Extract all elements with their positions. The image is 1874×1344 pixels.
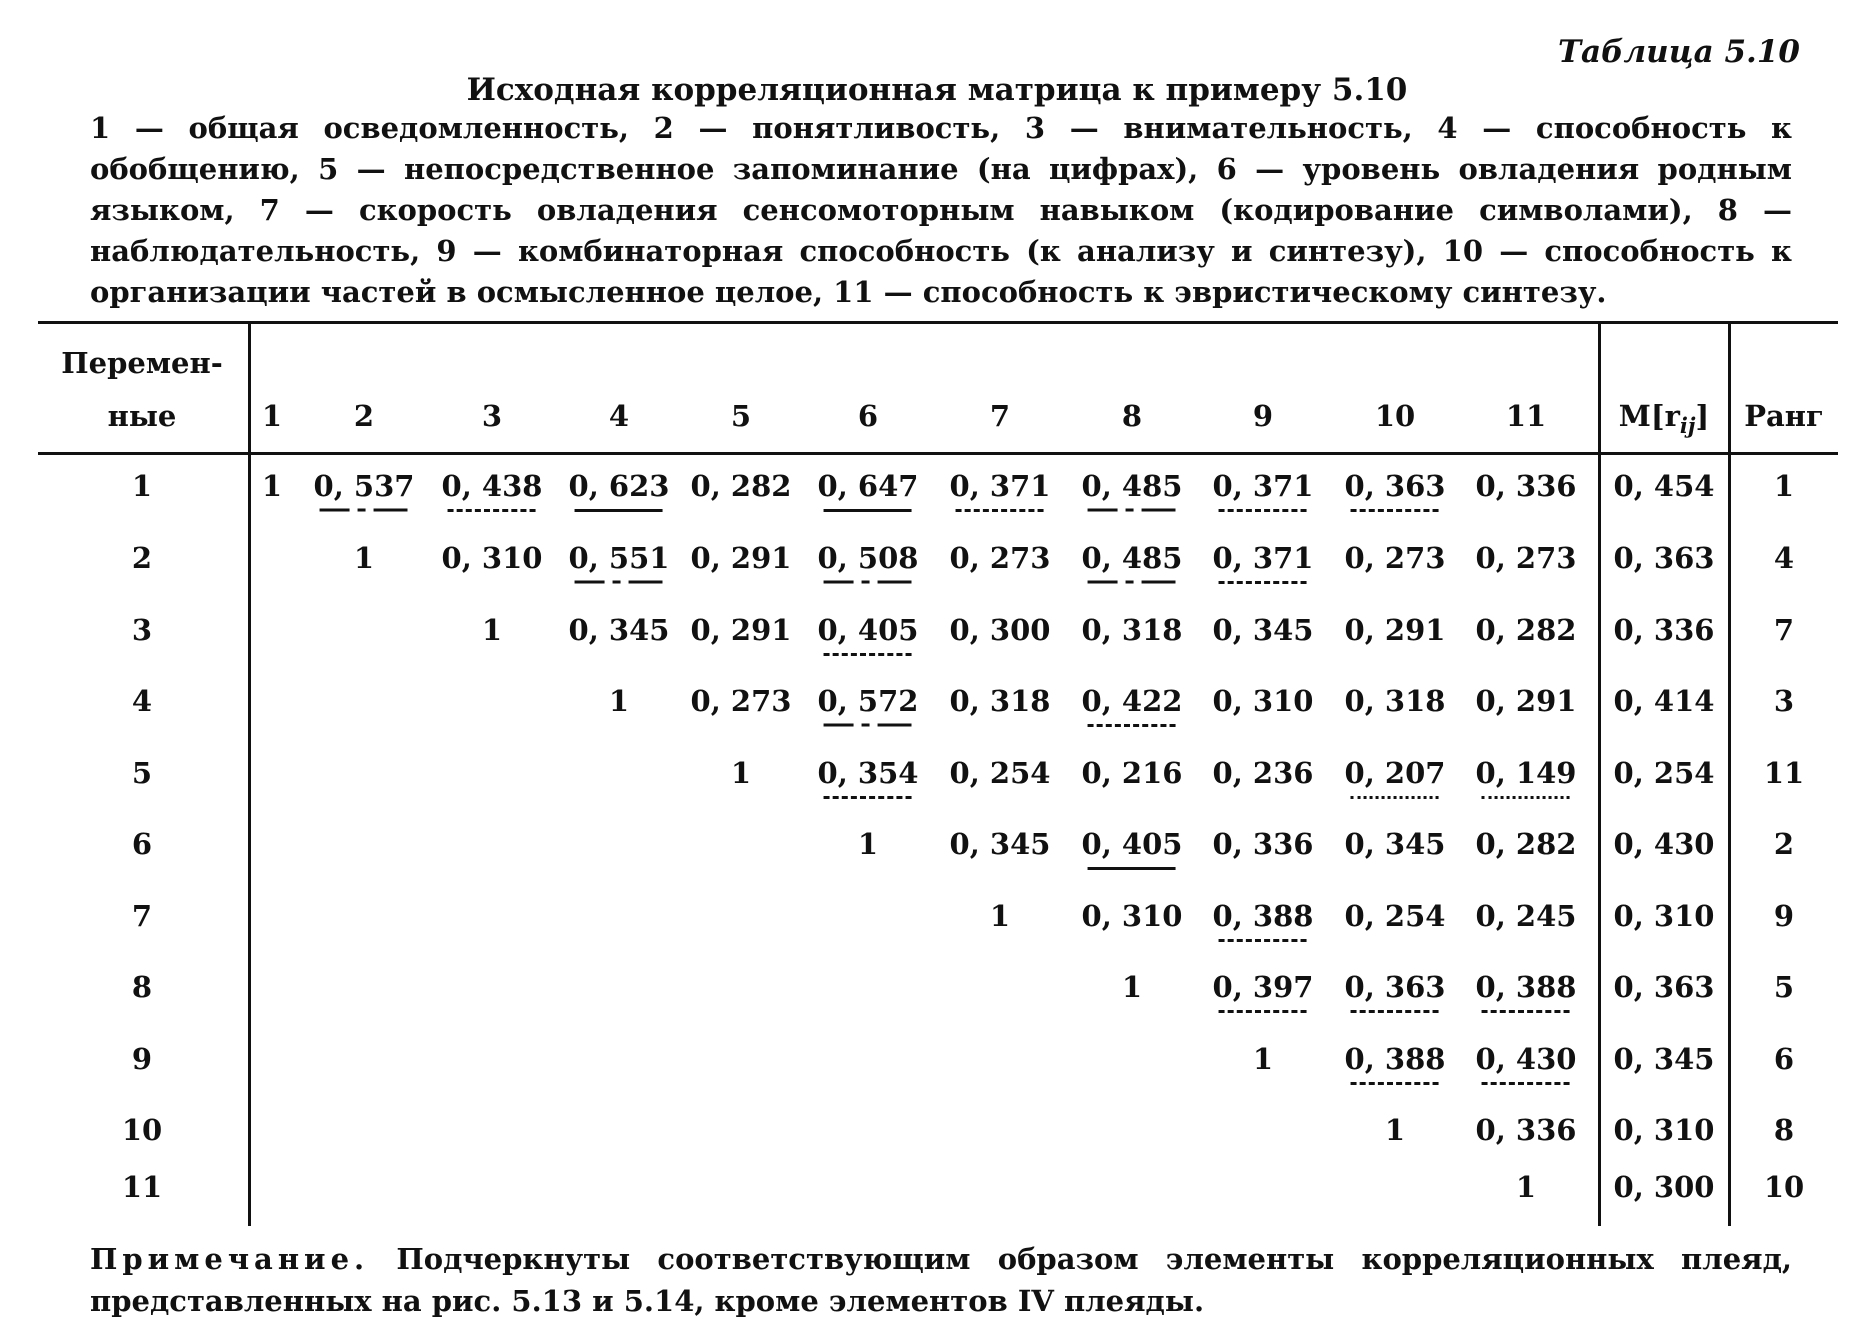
header-rank: Ранг	[1744, 399, 1824, 433]
row-mean: 0, 336	[1613, 613, 1715, 647]
cell-value: 0, 310	[1081, 899, 1183, 933]
cell-value: 0, 310	[441, 541, 543, 575]
cell-value: 0, 254	[1344, 899, 1446, 933]
cell-value: 0, 273	[690, 684, 792, 718]
row-variable-2: 2	[131, 541, 153, 575]
matrix-cell	[1253, 1042, 1273, 1076]
matrix-cell	[1345, 970, 1446, 1004]
matrix-cell	[1122, 970, 1142, 1004]
cell-value: 0, 336	[1475, 469, 1577, 503]
cell-value: 1	[989, 899, 1011, 933]
row-mean: 0, 363	[1613, 541, 1715, 575]
matrix-cell	[1476, 970, 1577, 1004]
cell-value: 1	[1121, 970, 1143, 1004]
cell-value: 0, 537	[313, 469, 415, 503]
dashed-underline	[448, 509, 536, 512]
row-rank: 6	[1773, 1042, 1795, 1076]
cell-value: 0, 438	[441, 469, 543, 503]
matrix-cell	[1345, 469, 1446, 503]
matrix-cell	[950, 541, 1051, 575]
matrix-cell	[950, 613, 1051, 647]
cell-value: 0, 310	[1212, 684, 1314, 718]
cell-value: 1	[1384, 1113, 1406, 1147]
cell-value: 1	[261, 469, 283, 503]
cell-value: 0, 273	[1344, 541, 1446, 575]
cell-value: 1	[481, 613, 503, 647]
matrix-cell	[442, 469, 543, 503]
matrix-cell	[818, 756, 919, 790]
cell-value: 0, 508	[817, 541, 919, 575]
matrix-cell	[1213, 970, 1314, 1004]
matrix-cell	[1476, 827, 1577, 861]
note-text: Подчеркнуты соответствующим образом элементы корреляционных плеяд, представленных на рис. 5.13 и 5.14, кроме элементов IV плеяды.	[90, 1242, 1792, 1318]
row-rank: 4	[1773, 541, 1795, 575]
matrix-cell	[691, 613, 792, 647]
matrix-cell	[569, 613, 670, 647]
matrix-cell	[818, 684, 919, 718]
dashed-underline	[1219, 581, 1307, 584]
matrix-cell	[950, 469, 1051, 503]
matrix-cell	[1082, 827, 1183, 861]
divider-variables	[248, 321, 251, 1226]
matrix-cell	[1213, 756, 1314, 790]
matrix-cell	[1213, 684, 1314, 718]
matrix-cell	[1345, 827, 1446, 861]
cell-value: 0, 354	[817, 756, 919, 790]
cell-value: 0, 216	[1081, 756, 1183, 790]
cell-value: 0, 345	[568, 613, 670, 647]
row-rank: 11	[1763, 756, 1805, 790]
dashdot-line	[320, 507, 408, 513]
cell-value: 0, 485	[1081, 541, 1183, 575]
matrix-cell	[1345, 541, 1446, 575]
matrix-cell	[818, 613, 919, 647]
matrix-cell	[818, 541, 919, 575]
matrix-cell	[1213, 613, 1314, 647]
cell-value: 0, 245	[1475, 899, 1577, 933]
cell-value: 0, 345	[1344, 827, 1446, 861]
cell-value: 0, 291	[1344, 613, 1446, 647]
cell-value: 0, 371	[949, 469, 1051, 503]
row-rank: 8	[1773, 1113, 1795, 1147]
matrix-cell	[1476, 1113, 1577, 1147]
dashdot-line	[575, 579, 663, 585]
row-mean: 0, 454	[1613, 469, 1715, 503]
cell-value: 1	[608, 684, 630, 718]
solid-underline	[824, 509, 912, 512]
dashed-underline	[1351, 509, 1439, 512]
dashdot-underline	[824, 722, 912, 728]
table-title: Исходная корреляционная матрица к примеру 5.10	[466, 72, 1408, 108]
matrix-cell	[1082, 541, 1183, 575]
cell-value: 0, 291	[690, 541, 792, 575]
matrix-cell	[1345, 684, 1446, 718]
dashed-underline	[1088, 724, 1176, 727]
dotted-underline	[1482, 796, 1570, 799]
cell-value: 1	[730, 756, 752, 790]
matrix-cell	[1516, 1170, 1536, 1204]
cell-value: 0, 430	[1475, 1042, 1577, 1076]
matrix-cell	[1345, 899, 1446, 933]
table-label: Таблица 5.10	[1557, 34, 1800, 70]
matrix-cell	[1345, 756, 1446, 790]
row-rank: 3	[1773, 684, 1795, 718]
row-mean: 0, 345	[1613, 1042, 1715, 1076]
cell-value: 0, 282	[1475, 827, 1577, 861]
row-variable-11: 11	[121, 1170, 163, 1204]
row-mean: 0, 430	[1613, 827, 1715, 861]
cell-value: 0, 207	[1344, 756, 1446, 790]
header-rule	[38, 452, 1838, 455]
row-variable-10: 10	[121, 1113, 163, 1147]
dashdot-underline	[824, 579, 912, 585]
column-header-5: 5	[730, 399, 752, 433]
matrix-cell	[691, 469, 792, 503]
matrix-cell	[1476, 613, 1577, 647]
row-variable-4: 4	[131, 684, 153, 718]
cell-value: 1	[1252, 1042, 1274, 1076]
row-variable-7: 7	[131, 899, 153, 933]
cell-value: 0, 388	[1344, 1042, 1446, 1076]
matrix-cell	[818, 469, 919, 503]
matrix-cell	[1213, 827, 1314, 861]
cell-value: 0, 282	[690, 469, 792, 503]
dashed-underline	[1219, 1010, 1307, 1013]
cell-value: 0, 388	[1475, 970, 1577, 1004]
row-variable-3: 3	[131, 613, 153, 647]
dashdot-line	[824, 722, 912, 728]
row-variable-8: 8	[131, 970, 153, 1004]
dashdot-line	[1088, 507, 1176, 513]
cell-value: 0, 254	[949, 756, 1051, 790]
matrix-cell	[1476, 756, 1577, 790]
cell-value: 0, 623	[568, 469, 670, 503]
cell-value: 0, 371	[1212, 541, 1314, 575]
matrix-cell	[1476, 899, 1577, 933]
row-mean: 0, 310	[1613, 899, 1715, 933]
note	[90, 1238, 1792, 1322]
cell-value: 1	[353, 541, 375, 575]
dashdot-line	[824, 579, 912, 585]
cell-value: 0, 371	[1212, 469, 1314, 503]
cell-value: 0, 291	[690, 613, 792, 647]
dashdot-underline	[320, 507, 408, 513]
matrix-cell	[1082, 899, 1183, 933]
column-header-3: 3	[481, 399, 503, 433]
dashed-underline	[1351, 1010, 1439, 1013]
matrix-cell	[1213, 469, 1314, 503]
row-rank: 7	[1773, 613, 1795, 647]
cell-value: 0, 336	[1212, 827, 1314, 861]
header-mean-close: ]	[1695, 399, 1710, 433]
divider-mean	[1598, 321, 1601, 1226]
table-caption: 1 — общая осведомленность, 2 — понятливость, 3 — внимательность, 4 — способность к обобщению, 5 — непосредственное запоминание (на цифрах), 6 — уровень овладения родным языком, 7 — скорость овладения сенсомоторным навыком (кодирование символами), 8 — наблюдательность, 9 — комбинаторная способность (к анализу и синтезу), 10 — способность к организации частей в осмысленное целое, 11 — способность к эвристическому синтезу.	[90, 111, 1792, 309]
header-mean-subscript: ij	[1679, 412, 1696, 438]
dashdot-underline	[575, 579, 663, 585]
matrix-cell	[314, 469, 415, 503]
matrix-cell	[1213, 541, 1314, 575]
cell-value: 0, 273	[949, 541, 1051, 575]
matrix-cell	[950, 684, 1051, 718]
cell-value: 0, 405	[1081, 827, 1183, 861]
cell-value: 0, 551	[568, 541, 670, 575]
cell-value: 1	[1515, 1170, 1537, 1204]
dashed-underline	[1219, 509, 1307, 512]
dashed-underline	[824, 653, 912, 656]
cell-value: 0, 236	[1212, 756, 1314, 790]
matrix-cell	[1082, 684, 1183, 718]
cell-value: 0, 572	[817, 684, 919, 718]
solid-underline	[575, 509, 663, 512]
matrix-cell	[262, 469, 282, 503]
matrix-cell	[950, 756, 1051, 790]
cell-value: 0, 318	[1081, 613, 1183, 647]
matrix-cell	[1082, 613, 1183, 647]
cell-value: 0, 300	[949, 613, 1051, 647]
cell-value: 1	[857, 827, 879, 861]
note-label: Примечание.	[90, 1242, 370, 1276]
matrix-cell	[950, 827, 1051, 861]
matrix-cell	[691, 541, 792, 575]
row-rank: 9	[1773, 899, 1795, 933]
matrix-cell	[569, 541, 670, 575]
column-header-1: 1	[261, 399, 283, 433]
row-rank: 10	[1763, 1170, 1805, 1204]
dashdot-underline	[1088, 507, 1176, 513]
dashdot-line	[1088, 579, 1176, 585]
cell-value: 0, 397	[1212, 970, 1314, 1004]
row-variable-1: 1	[131, 469, 153, 503]
cell-value: 0, 405	[817, 613, 919, 647]
cell-value: 0, 291	[1475, 684, 1577, 718]
row-mean: 0, 300	[1613, 1170, 1715, 1204]
row-mean: 0, 363	[1613, 970, 1715, 1004]
column-header-10: 10	[1374, 399, 1416, 433]
row-rank: 2	[1773, 827, 1795, 861]
row-mean: 0, 414	[1613, 684, 1715, 718]
matrix-cell	[731, 756, 751, 790]
matrix-cell	[858, 827, 878, 861]
row-variable-9: 9	[131, 1042, 153, 1076]
header-variables-line1: Перемен-	[61, 346, 223, 380]
header-mean	[1619, 399, 1709, 438]
dashed-underline	[1482, 1082, 1570, 1085]
matrix-cell	[1476, 541, 1577, 575]
cell-value: 0, 318	[949, 684, 1051, 718]
column-header-8: 8	[1121, 399, 1143, 433]
dashed-underline	[1482, 1010, 1570, 1013]
matrix-cell	[1476, 684, 1577, 718]
solid-underline	[1088, 867, 1176, 870]
matrix-cell	[1345, 1042, 1446, 1076]
column-header-7: 7	[989, 399, 1011, 433]
matrix-cell	[1476, 1042, 1577, 1076]
cell-value: 0, 485	[1081, 469, 1183, 503]
row-variable-5: 5	[131, 756, 153, 790]
cell-value: 0, 336	[1475, 1113, 1577, 1147]
matrix-cell	[1476, 469, 1577, 503]
matrix-cell	[1385, 1113, 1405, 1147]
cell-value: 0, 345	[949, 827, 1051, 861]
matrix-cell	[990, 899, 1010, 933]
dashed-underline	[1219, 939, 1307, 942]
row-variable-6: 6	[131, 827, 153, 861]
matrix-cell	[691, 684, 792, 718]
cell-value: 0, 149	[1475, 756, 1577, 790]
column-header-4: 4	[608, 399, 630, 433]
matrix-cell	[569, 469, 670, 503]
row-mean: 0, 254	[1613, 756, 1715, 790]
row-mean: 0, 310	[1613, 1113, 1715, 1147]
dashed-underline	[956, 509, 1044, 512]
top-rule	[38, 321, 1838, 324]
cell-value: 0, 422	[1081, 684, 1183, 718]
matrix-cell	[482, 613, 502, 647]
matrix-cell	[1082, 469, 1183, 503]
cell-value: 0, 363	[1344, 970, 1446, 1004]
row-rank: 5	[1773, 970, 1795, 1004]
header-mean-text: M[r	[1618, 399, 1680, 433]
header-variables-line2: ные	[107, 399, 177, 433]
divider-rank	[1728, 321, 1731, 1226]
cell-value: 0, 363	[1344, 469, 1446, 503]
cell-value: 0, 273	[1475, 541, 1577, 575]
dotted-underline	[1351, 796, 1439, 799]
matrix-cell	[1345, 613, 1446, 647]
dashed-underline	[1351, 1082, 1439, 1085]
cell-value: 0, 318	[1344, 684, 1446, 718]
column-header-6: 6	[857, 399, 879, 433]
cell-value: 0, 647	[817, 469, 919, 503]
row-rank: 1	[1773, 469, 1795, 503]
column-header-2: 2	[353, 399, 375, 433]
cell-value: 0, 345	[1212, 613, 1314, 647]
matrix-cell	[609, 684, 629, 718]
matrix-cell	[354, 541, 374, 575]
dashed-underline	[824, 796, 912, 799]
cell-value: 0, 282	[1475, 613, 1577, 647]
matrix-cell	[1213, 899, 1314, 933]
matrix-cell	[1082, 756, 1183, 790]
dashdot-underline	[1088, 579, 1176, 585]
cell-value: 0, 388	[1212, 899, 1314, 933]
column-header-9: 9	[1252, 399, 1274, 433]
matrix-cell	[442, 541, 543, 575]
column-header-11: 11	[1505, 399, 1547, 433]
